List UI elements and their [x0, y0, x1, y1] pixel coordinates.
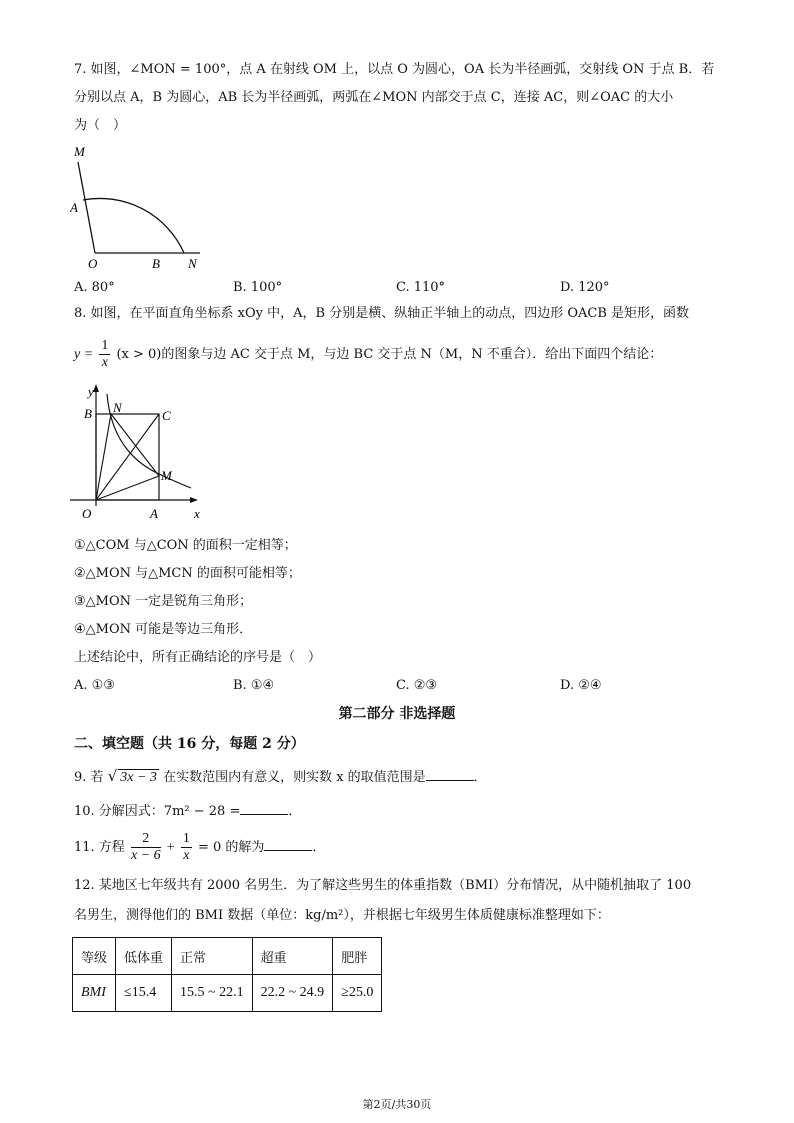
label-x: x	[194, 506, 200, 521]
label-m: M	[74, 144, 85, 159]
table-cell: ≤15.4	[116, 975, 172, 1012]
q10-end: ．	[288, 804, 302, 819]
q7-line-2: 分别以点 A，B 为圆心，AB 长为半径画弧，两弧在∠MON 内部交于点 C，连接 AC，则∠OAC 的大小	[74, 90, 674, 105]
part2-title: 第二部分 非选择题	[338, 706, 456, 722]
q7-option-b: B. 100°	[233, 280, 283, 295]
q8-line-1: 8. 如图，在平面直角坐标系 xOy 中，A，B 分别是横、纵轴正半轴上的动点，四边形 OACB 是矩形，函数	[74, 306, 690, 321]
table-cell: ≥25.0	[333, 975, 382, 1012]
q8-conclusion-1: ①△COM 与△CON 的面积一定相等；	[74, 538, 297, 553]
label-n: N	[188, 256, 197, 270]
q8-option-d: D. ②④	[560, 678, 602, 693]
table-cell: 15.5 ~ 22.1	[172, 975, 253, 1012]
table-header-cell: 正常	[172, 938, 253, 975]
q9-suffix: 在实数范围内有意义，则实数 x 的取值范围是	[163, 770, 426, 785]
label-o: O	[82, 506, 92, 521]
q11-f1-den: x − 6	[130, 848, 161, 863]
q8-func-prefix: y =	[74, 347, 94, 362]
y-arrow	[93, 384, 99, 392]
q8-conclusion-2: ②△MON 与△MCN 的面积可能相等；	[74, 566, 301, 581]
page-footer: 第2页/共30页	[362, 1098, 432, 1111]
q11-eq: = 0 的解为	[197, 840, 265, 855]
label-b: B	[152, 256, 160, 270]
bmi-table	[72, 937, 382, 1012]
q7-figure	[70, 140, 210, 270]
label-o: O	[88, 256, 98, 270]
q11-answer-blank[interactable]	[264, 836, 312, 851]
section2-title: 二、填空题（共 16 分，每题 2 分）	[74, 736, 305, 752]
q8-figure	[66, 382, 216, 522]
q8-frac-den: x	[101, 355, 108, 370]
q8-option-a: A. ①③	[74, 678, 115, 693]
q8-question: 上述结论中，所有正确结论的序号是（ ）	[74, 650, 322, 665]
q8-option-c: C. ②③	[396, 678, 438, 693]
q11-plus: +	[166, 840, 175, 855]
q11-prefix: 11. 方程	[74, 840, 125, 855]
arc-ab	[83, 198, 184, 253]
seg-on	[96, 414, 111, 500]
q11	[74, 826, 325, 870]
q9-answer-blank[interactable]	[426, 766, 474, 781]
sqrt-sign-icon: √	[107, 767, 118, 785]
label-n: N	[113, 400, 122, 415]
q11-f2-num: 1	[182, 831, 190, 846]
seg-oc	[96, 414, 159, 500]
q7-option-d: D. 120°	[560, 280, 610, 295]
q8-line-2-rest: (x > 0)的图象与边 AC 交于点 M，与边 BC 交于点 N（M，N 不重合）．给出下面四个结论：	[116, 347, 663, 362]
q8-conclusion-3: ③△MON 一定是锐角三角形；	[74, 594, 253, 609]
q12-line-2: 名男生，测得他们的 BMI 数据（单位：kg/m²），并根据七年级男生体质健康标准整理如下：	[74, 908, 610, 923]
label-a: A	[70, 200, 78, 215]
q10-prefix: 10. 分解因式：7m² − 28 =	[74, 804, 241, 819]
q11-f2-den: x	[183, 848, 190, 863]
table-header-cell: 低体重	[116, 938, 172, 975]
table-row	[73, 975, 382, 1012]
q11-end: ．	[312, 840, 326, 855]
table-header-cell: 超重	[252, 938, 333, 975]
q11-fraction-2	[181, 831, 192, 864]
table-cell: 22.2 ~ 24.9	[252, 975, 333, 1012]
q8-option-b: B. ①④	[233, 678, 275, 693]
q9	[74, 766, 487, 788]
label-m: M	[161, 468, 172, 483]
q8-conclusion-4: ④△MON 可能是等边三角形．	[74, 622, 253, 637]
q8-frac-num: 1	[101, 338, 109, 353]
x-arrow	[190, 497, 198, 503]
q8-line-2	[74, 336, 662, 374]
q9-prefix: 9. 若	[74, 770, 104, 785]
label-y: y	[88, 384, 94, 399]
q10-answer-blank[interactable]	[240, 800, 288, 815]
label-a: A	[150, 506, 158, 521]
q7-line-1: 7. 如图，∠MON = 100°，点 A 在射线 OM 上，以点 O 为圆心，OA 长为半径画弧，交射线 ON 于点 B．若	[74, 62, 715, 77]
q9-radicand: 3x − 3	[120, 770, 157, 785]
q8-fraction	[99, 338, 110, 371]
table-header-cell: 等级	[73, 938, 116, 975]
table-header-row	[73, 938, 382, 975]
q11-fraction-1	[131, 831, 161, 864]
q7-option-a: A. 80°	[74, 280, 115, 295]
label-b: B	[84, 406, 92, 421]
q7-line-3: 为（ ）	[74, 118, 127, 133]
q11-f1-num: 2	[131, 831, 161, 848]
table-header-cell: 肥胖	[333, 938, 382, 975]
table-cell: BMI	[73, 975, 116, 1012]
q10	[74, 800, 301, 822]
q7-option-c: C. 110°	[396, 280, 446, 295]
ray-om	[78, 162, 95, 253]
q9-end: ．	[473, 770, 487, 785]
q12-line-1: 12. 某地区七年级共有 2000 名男生．为了解这些男生的体重指数（BMI）分布情况，从中随机抽取了 100	[74, 878, 692, 893]
label-c: C	[162, 408, 171, 423]
